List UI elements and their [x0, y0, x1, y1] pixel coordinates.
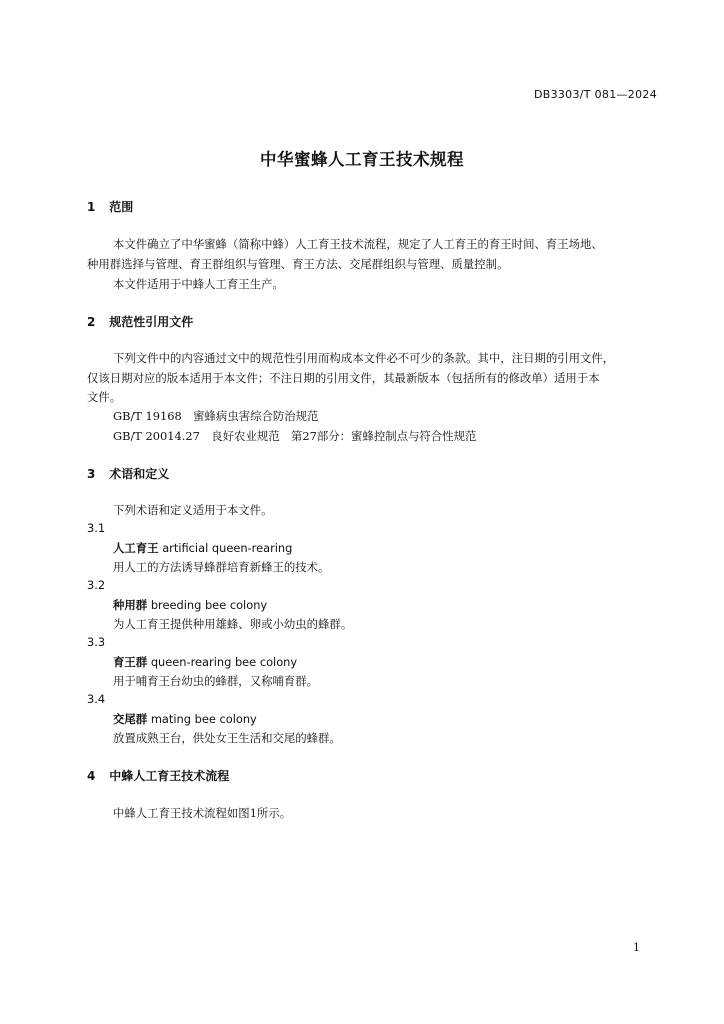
normative-reference-1: GB/T 19168 蜜蜂病虫害综合防治规范 — [113, 409, 319, 423]
term-name — [113, 540, 292, 556]
section-1-number: 1 — [87, 200, 96, 214]
section-2-paragraph-1-line-3: 文件。 — [87, 390, 122, 404]
term-chinese-name: 育王群 — [113, 655, 148, 669]
section-3-number: 3 — [87, 467, 96, 481]
section-2-paragraph-1-line-2: 仅该日期对应的版本适用于本文件；不注日期的引用文件，其最新版本（包括所有的修改单）适用于本 — [87, 371, 600, 385]
section-4-number: 4 — [87, 769, 96, 783]
section-3-heading — [87, 465, 169, 482]
section-3-title: 术语和定义 — [109, 467, 170, 481]
section-4-paragraph-1: 中蜂人工育王技术流程如图1所示。 — [113, 806, 292, 820]
term-name — [113, 654, 297, 670]
term-number: 3.4 — [87, 692, 106, 706]
section-1-paragraph-1-line-2: 种用群选择与管理、育王群组织与管理、育王方法、交尾群组织与管理、质量控制。 — [87, 257, 509, 271]
term-chinese-name: 交尾群 — [113, 712, 148, 726]
page-number: 1 — [633, 941, 640, 954]
term-chinese-name: 人工育王 — [113, 541, 159, 555]
document-code: DB3303/T 081—2024 — [533, 88, 657, 101]
term-english-name: artificial queen-rearing — [162, 541, 293, 555]
section-1-heading — [87, 198, 133, 215]
term-definition: 放置成熟王台，供处女王生活和交尾的蜂群。 — [113, 731, 341, 745]
normative-reference-2: GB/T 20014.27 良好农业规范 第27部分：蜜蜂控制点与符合性规范 — [113, 429, 477, 443]
term-number: 3.2 — [87, 578, 106, 592]
term-definition: 用于哺育王台幼虫的蜂群，又称哺育群。 — [113, 674, 319, 688]
term-number: 3.3 — [87, 635, 106, 649]
term-english-name: breeding bee colony — [150, 598, 268, 612]
document-title: 中华蜜蜂人工育王技术规程 — [260, 150, 464, 169]
term-english-name: mating bee colony — [150, 712, 257, 726]
term-name — [113, 711, 257, 727]
section-1-paragraph-2: 本文件适用于中蜂人工育王生产。 — [113, 277, 284, 291]
section-2-heading — [87, 313, 193, 330]
section-2-number: 2 — [87, 315, 96, 329]
term-definition: 为人工育王提供种用雄蜂、卵或小幼虫的蜂群。 — [113, 617, 353, 631]
term-english-name: queen-rearing bee colony — [150, 655, 298, 669]
section-3-intro: 下列术语和定义适用于本文件。 — [113, 503, 273, 517]
term-number: 3.1 — [87, 521, 106, 535]
section-1-paragraph-1-line-1: 本文件确立了中华蜜蜂（简称中蜂）人工育王技术流程，规定了人工育王的育王时间、育王场地、 — [113, 237, 603, 251]
section-2-paragraph-1-line-1: 下列文件中的内容通过文中的规范性引用而构成本文件必不可少的条款。其中，注日期的引用文件， — [113, 351, 615, 365]
section-1-title: 范围 — [109, 200, 134, 214]
term-definition: 用人工的方法诱导蜂群培育新蜂王的技术。 — [113, 560, 330, 574]
section-4-title: 中蜂人工育王技术流程 — [109, 769, 230, 783]
term-chinese-name: 种用群 — [113, 598, 148, 612]
section-4-heading — [87, 767, 229, 784]
term-name — [113, 597, 267, 613]
section-2-title: 规范性引用文件 — [109, 315, 194, 329]
